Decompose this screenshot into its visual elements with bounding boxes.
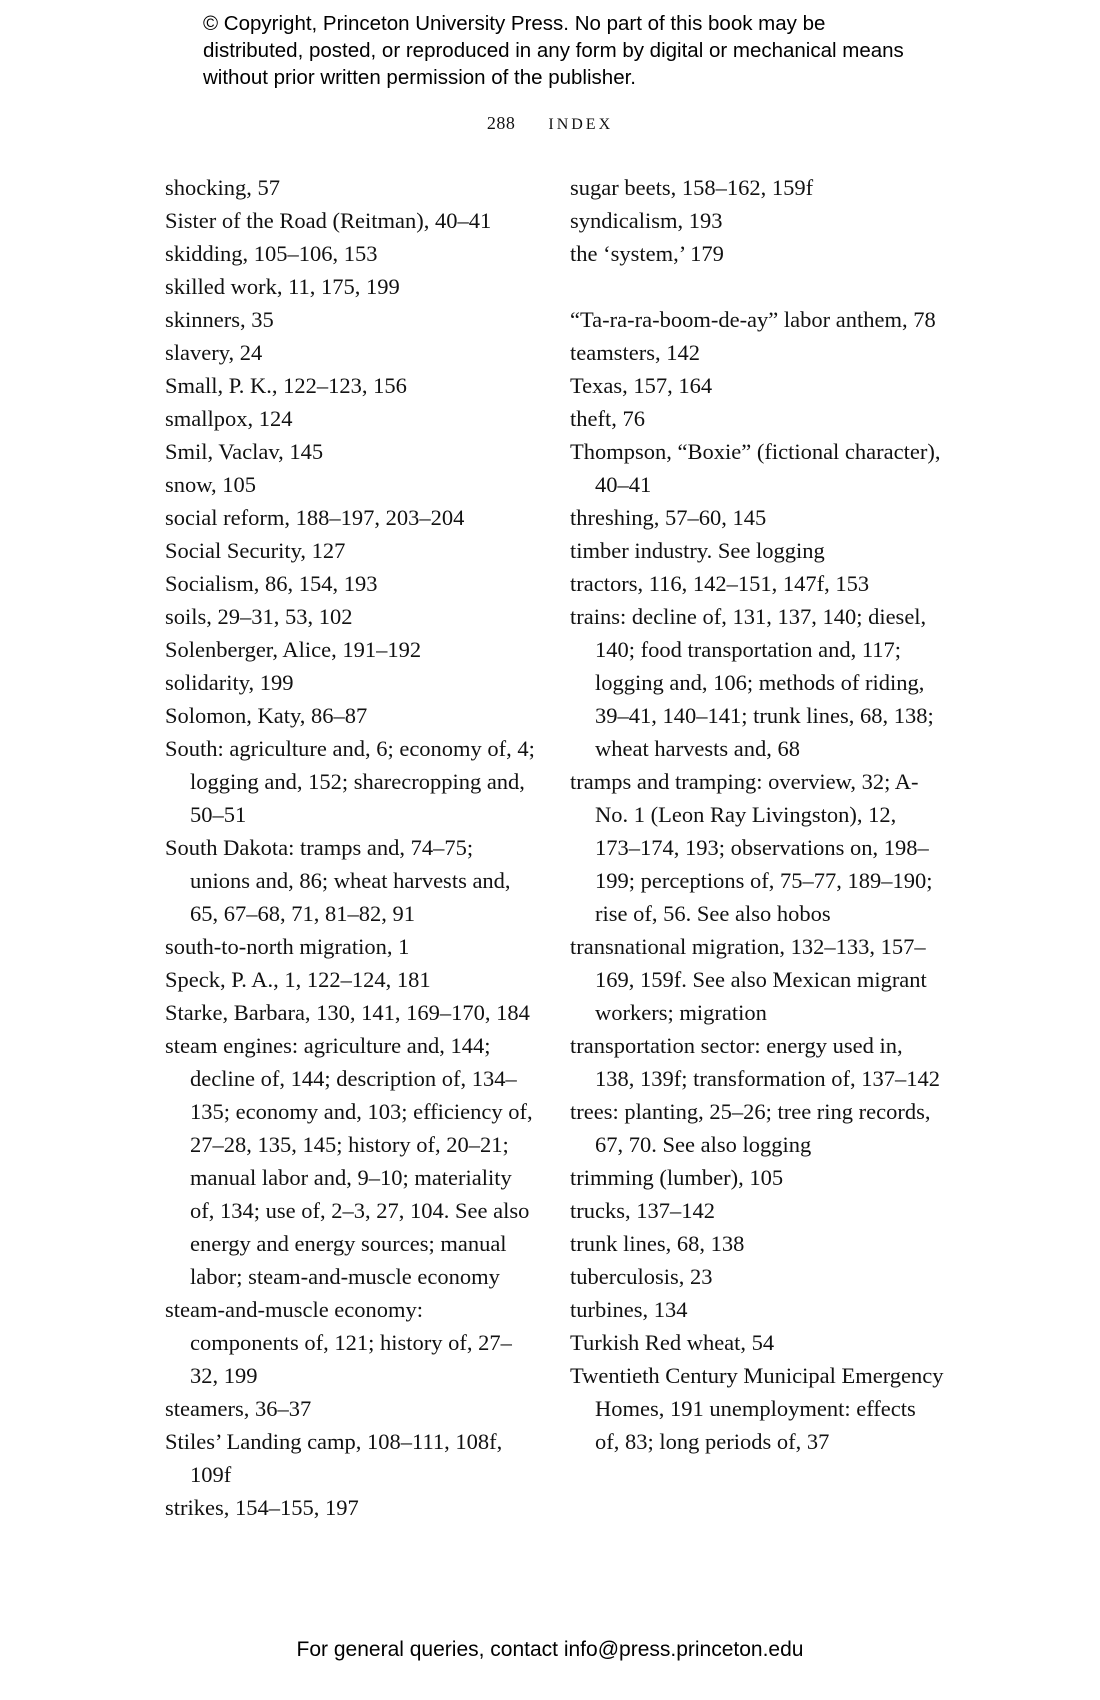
index-entry: Twentieth Century Municipal Emergency Homes, 191 unemployment: effects of, 83; long periods of, 37 (570, 1363, 944, 1454)
index-entry: turbines, 134 (570, 1297, 688, 1322)
index-entry: Thompson, “Boxie” (fictional character), 40–41 (570, 439, 941, 497)
index-entry: South Dakota: tramps and, 74–75; unions and, 86; wheat harvests and, 65, 67–68, 71, 81–82, 91 (165, 835, 511, 926)
index-entry: theft, 76 (570, 406, 645, 431)
index-entry: smallpox, 124 (165, 406, 293, 431)
index-entry: Socialism, 86, 154, 193 (165, 571, 378, 596)
index-entry: skilled work, 11, 175, 199 (165, 274, 400, 299)
index-entry: timber industry. See logging (570, 538, 825, 563)
index-entry: skidding, 105–106, 153 (165, 241, 378, 266)
index-entry: Solenberger, Alice, 191–192 (165, 637, 422, 662)
index-entry: steam-and-muscle economy: components of, 121; history of, 27–32, 199 (165, 1297, 512, 1388)
index-entry: slavery, 24 (165, 340, 263, 365)
index-column-right (570, 171, 945, 1458)
index-entry: “Ta-ra-ra-boom-de-ay” labor anthem, 78 (570, 307, 936, 332)
index-entry: snow, 105 (165, 472, 257, 497)
index-entry: Small, P. K., 122–123, 156 (165, 373, 407, 398)
page-number: 288 (486, 113, 516, 133)
index-entry: Texas, 157, 164 (570, 373, 713, 398)
index-entry: south-to-north migration, 1 (165, 934, 410, 959)
index-entry: South: agriculture and, 6; economy of, 4; logging and, 152; sharecropping and, 50–51 (165, 736, 535, 827)
index-entry: Social Security, 127 (165, 538, 346, 563)
index-entry: transnational migration, 132–133, 157–169, 159f. See also Mexican migrant workers; migration (570, 934, 927, 1025)
index-entry: solidarity, 199 (165, 670, 294, 695)
index-entry: soils, 29–31, 53, 102 (165, 604, 353, 629)
index-entry: trunk lines, 68, 138 (570, 1231, 745, 1256)
index-entry: tractors, 116, 142–151, 147f, 153 (570, 571, 870, 596)
index-entry: the ‘system,’ 179 (570, 241, 724, 266)
index-entry: trains: decline of, 131, 137, 140; diesel, 140; food transportation and, 117; logging and, 106; methods of riding, 39–41, 140–141; trunk lines, 68, 138; wheat harvests and, 68 (570, 604, 934, 761)
index-entry: teamsters, 142 (570, 340, 700, 365)
index-entry: transportation sector: energy used in, 138, 139f; transformation of, 137–142 (570, 1033, 940, 1091)
index-column-left (165, 171, 535, 1524)
index-entry: strikes, 154–155, 197 (165, 1495, 359, 1520)
page-title: INDEX (548, 116, 614, 133)
index-entry: steam engines: agriculture and, 144; decline of, 144; description of, 134–135; economy and, 103; efficiency of, 27–28, 135, 145; history of, 20–21; manual labor and, 9–10; materiality of, 134; use of, 2–3, 27, 104. See also energy and energy sources; manual labor; steam-and-muscle economy (165, 1033, 533, 1289)
index-entry: social reform, 188–197, 203–204 (165, 505, 465, 530)
index-entry: Starke, Barbara, 130, 141, 169–170, 184 (165, 1000, 530, 1025)
index-entry: tuberculosis, 23 (570, 1264, 713, 1289)
index-entry: Speck, P. A., 1, 122–124, 181 (165, 967, 431, 992)
index-entry: Sister of the Road (Reitman), 40–41 (165, 208, 492, 233)
running-head (0, 113, 1100, 134)
index-entry: steamers, 36–37 (165, 1396, 312, 1421)
index-entry: skinners, 35 (165, 307, 274, 332)
index-entry: threshing, 57–60, 145 (570, 505, 767, 530)
index-entry: trucks, 137–142 (570, 1198, 715, 1223)
index-entry: trees: planting, 25–26; tree ring records, 67, 70. See also logging (570, 1099, 931, 1157)
index-entry: Stiles’ Landing camp, 108–111, 108f, 109f (165, 1429, 503, 1487)
index-entry: Smil, Vaclav, 145 (165, 439, 324, 464)
index-entry: sugar beets, 158–162, 159f (570, 175, 814, 200)
index-entry: syndicalism, 193 (570, 208, 723, 233)
copyright-notice: © Copyright, Princeton University Press. No part of this book may be distributed, posted, or reproduced in any form by digital or mechanical means without prior written permission of the publisher. (203, 12, 904, 89)
index-entry: shocking, 57 (165, 175, 280, 200)
index-entry: Turkish Red wheat, 54 (570, 1330, 775, 1355)
footer-contact: For general queries, contact info@press.princeton.edu (296, 1638, 804, 1661)
index-entry: Solomon, Katy, 86–87 (165, 703, 368, 728)
index-entry: trimming (lumber), 105 (570, 1165, 784, 1190)
index-entry: tramps and tramping: overview, 32; A-No. 1 (Leon Ray Livingston), 12, 173–174, 193; observations on, 198–199; perceptions of, 75–77, 189–190; rise of, 56. See also hobos (570, 769, 933, 926)
